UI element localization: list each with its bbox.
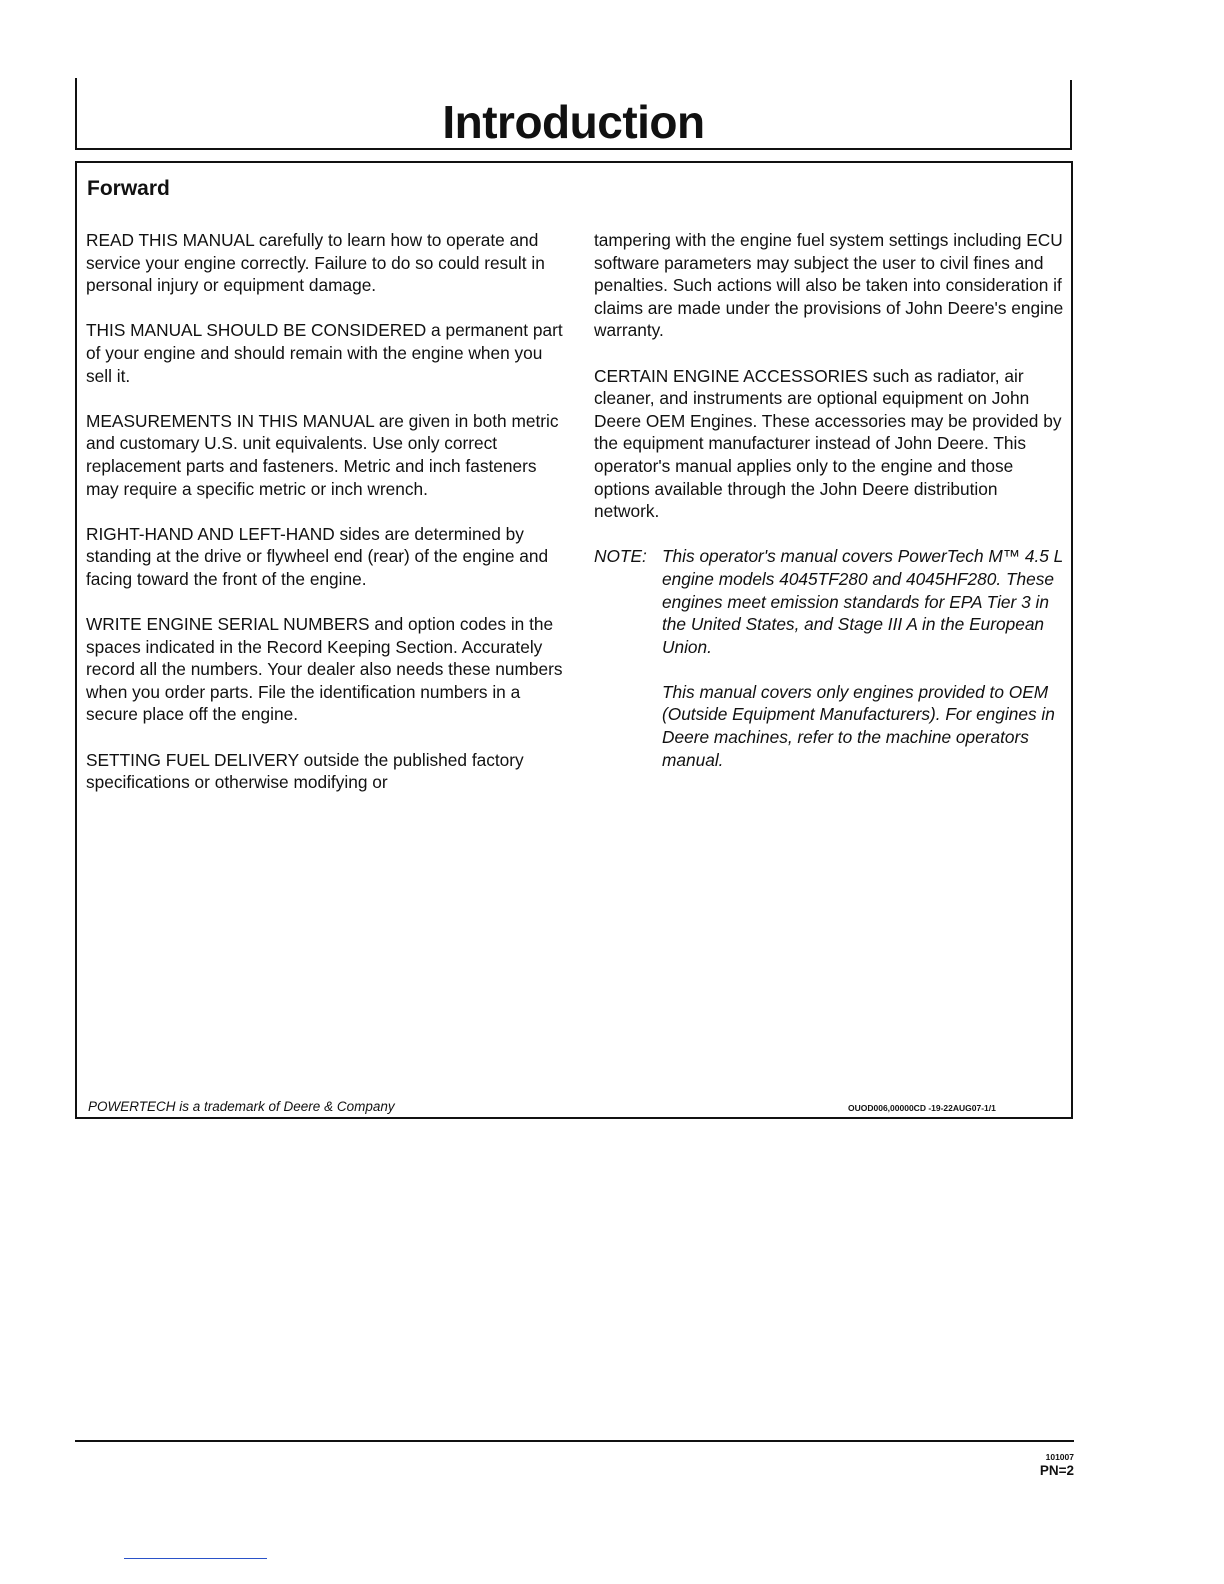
section-heading: Forward: [87, 177, 170, 200]
note-paragraph-oem: This manual covers only engines provided to OEM (Outside Equipment Manufacturers). For engines in Deere machines, refer to the machine operators manual.: [662, 681, 1055, 770]
page-footer-rule: [75, 1440, 1074, 1442]
note-paragraph-models: This operator's manual covers PowerTech M™ 4.5 L engine models 4045TF280 and 4045HF280. These engines meet emission standards for EPA Tier 3 in the United States, and Stage III A in the European Union.: [662, 546, 1063, 657]
note-label: NOTE:: [594, 546, 647, 567]
page-title: Introduction: [442, 96, 705, 148]
note-body: [662, 545, 1064, 771]
paragraph-tampering: tampering with the engine fuel system settings including ECU software parameters may subject the user to civil fines and penalties. Such actions will also be taken into consideration if claims are made under the provisions of John Deere's engine warranty.: [594, 230, 1064, 341]
paragraph-sides: RIGHT-HAND AND LEFT-HAND sides are determined by standing at the drive or flywheel end (rear) of the engine and facing toward the front of the engine.: [86, 523, 549, 589]
trademark-notice: POWERTECH is a trademark of Deere & Company: [88, 1099, 395, 1114]
title-underline: [75, 148, 1072, 150]
page-code: 101007: [1045, 1452, 1074, 1462]
page-number: PN=2: [1039, 1463, 1074, 1478]
note-block: [594, 545, 1064, 771]
paragraph-accessories: CERTAIN ENGINE ACCESSORIES such as radiator, air cleaner, and instruments are optional equipment on John Deere OEM Engines. These accessories may be provided by the equipment manufacturer instead of John Deere. This operator's manual applies only to the engine and those options available through the John Deere distribution network.: [594, 365, 1062, 522]
right-column: [594, 229, 1064, 794]
paragraph-serial-numbers: WRITE ENGINE SERIAL NUMBERS and option codes in the spaces indicated in the Record Keeping Section. Accurately record all the numbers. Your dealer also needs these numbers when you order parts. File the identification numbers in a secure place off the engine.: [86, 614, 563, 725]
left-column: [86, 229, 564, 816]
paragraph-measurements: MEASUREMENTS IN THIS MANUAL are given in both metric and customary U.S. unit equivalents. Use only correct replacement parts and fasteners. Metric and inch fasteners may require a specific metric or inch wrench.: [86, 410, 559, 499]
document-code: OUOD006,00000CD -19-22AUG07-1/1: [848, 1103, 996, 1113]
paragraph-fuel-delivery: SETTING FUEL DELIVERY outside the published factory specifications or otherwise modifying or: [86, 749, 524, 793]
link-underline-decoration: [124, 1558, 267, 1559]
paragraph-manual-part: THIS MANUAL SHOULD BE CONSIDERED a permanent part of your engine and should remain with the engine when you sell it.: [86, 320, 563, 386]
paragraph-read-manual: READ THIS MANUAL carefully to learn how to operate and service your engine correctly. Failure to do so could result in personal injury or equipment damage.: [86, 230, 545, 296]
